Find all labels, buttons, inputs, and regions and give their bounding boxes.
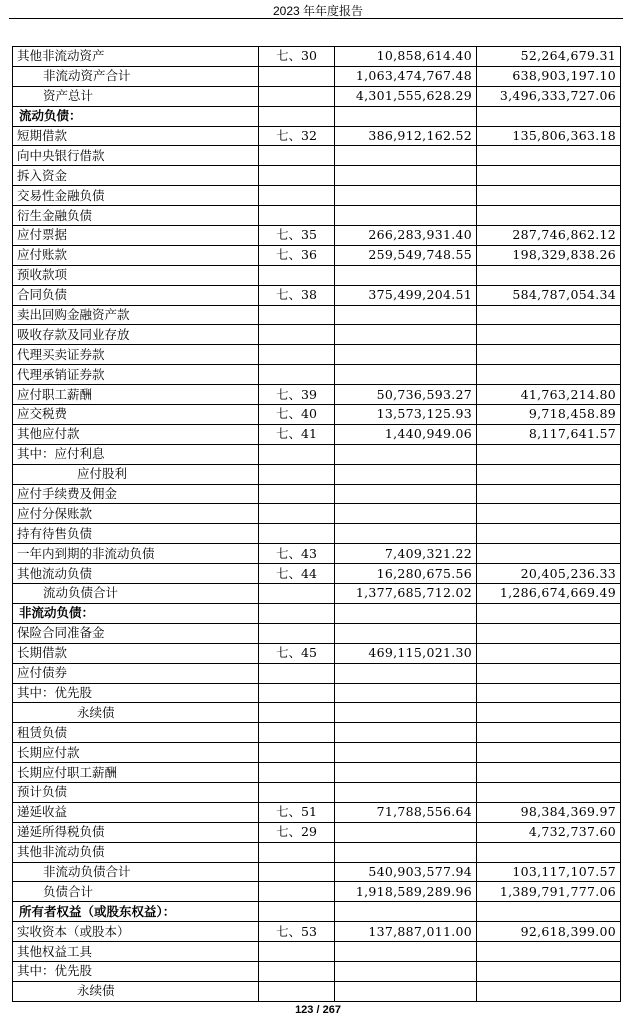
table-row [13,663,621,683]
prior-period-value [477,186,621,206]
note-ref [259,524,335,544]
line-item-label: 其中：优先股 [13,683,259,703]
table-row [13,464,621,484]
table-row [13,47,621,67]
line-item-label: 其中：应付利息 [13,444,259,464]
note-ref [259,902,335,922]
line-item-label: 合同负债 [13,285,259,305]
line-item-label: 短期借款 [13,126,259,146]
prior-period-value: 135,806,363.18 [477,126,621,146]
prior-period-value [477,146,621,166]
prior-period-value [477,464,621,484]
note-ref: 七、36 [259,245,335,265]
prior-period-value: 9,718,458.89 [477,405,621,425]
section-header-row [13,106,621,126]
prior-period-value [477,663,621,683]
line-item-label: 卖出回购金融资产款 [13,305,259,325]
line-item-label: 预收款项 [13,265,259,285]
table-row [13,484,621,504]
prior-period-value: 98,384,369.97 [477,802,621,822]
current-period-value: 469,115,021.30 [335,643,477,663]
table-row [13,444,621,464]
prior-period-value: 4,732,737.60 [477,822,621,842]
prior-period-value [477,623,621,643]
line-item-label: 其他权益工具 [13,942,259,962]
table-row [13,683,621,703]
line-item-label: 拆入资金 [13,166,259,186]
note-ref [259,584,335,604]
current-period-value: 16,280,675.56 [335,564,477,584]
note-ref: 七、35 [259,226,335,246]
note-ref [259,842,335,862]
prior-period-value [477,763,621,783]
balance-sheet-body [13,47,621,1002]
line-item-label: 负债合计 [13,882,259,902]
line-item-label: 应付票据 [13,226,259,246]
current-period-value [335,981,477,1001]
prior-period-value [477,305,621,325]
table-row [13,365,621,385]
line-item-label: 长期借款 [13,643,259,663]
note-ref [259,305,335,325]
note-ref [259,444,335,464]
line-item-label: 长期应付款 [13,743,259,763]
prior-period-value [477,524,621,544]
table-row [13,703,621,723]
table-row [13,226,621,246]
line-item-label: 递延所得税负债 [13,822,259,842]
current-period-value: 386,912,162.52 [335,126,477,146]
prior-period-value [477,504,621,524]
note-ref [259,345,335,365]
table-row [13,206,621,226]
current-period-value [335,822,477,842]
prior-period-value [477,603,621,623]
prior-period-value [477,544,621,564]
note-ref [259,882,335,902]
prior-period-value [477,782,621,802]
line-item-label: 非流动负债： [13,603,259,623]
current-period-value: 1,063,474,767.48 [335,66,477,86]
line-item-label: 应付账款 [13,245,259,265]
table-row [13,524,621,544]
line-item-label: 保险合同准备金 [13,623,259,643]
prior-period-value [477,365,621,385]
line-item-label: 永续债 [13,703,259,723]
prior-period-value [477,345,621,365]
table-row [13,265,621,285]
table-row [13,802,621,822]
table-row [13,981,621,1001]
current-period-value [335,842,477,862]
line-item-label: 一年内到期的非流动负债 [13,544,259,564]
note-ref [259,86,335,106]
header-rule [9,18,623,19]
table-row [13,186,621,206]
report-header: 2023 年年度报告 [272,4,364,18]
table-row [13,643,621,663]
prior-period-value [477,444,621,464]
table-row [13,822,621,842]
prior-period-value: 3,496,333,727.06 [477,86,621,106]
prior-period-value: 92,618,399.00 [477,922,621,942]
current-period-value [335,464,477,484]
note-ref [259,723,335,743]
note-ref [259,942,335,962]
prior-period-value [477,265,621,285]
note-ref: 七、29 [259,822,335,842]
table-row [13,942,621,962]
current-period-value [335,504,477,524]
prior-period-value: 287,746,862.12 [477,226,621,246]
note-ref [259,186,335,206]
current-period-value: 375,499,204.51 [335,285,477,305]
line-item-label: 其他应付款 [13,424,259,444]
line-item-label: 其中：优先股 [13,961,259,981]
note-ref [259,325,335,345]
current-period-value [335,265,477,285]
current-period-value [335,206,477,226]
table-row [13,922,621,942]
table-row [13,325,621,345]
prior-period-value [477,842,621,862]
total-row [13,882,621,902]
line-item-label: 非流动负债合计 [13,862,259,882]
page-number: 123 / 267 [295,1004,341,1016]
table-row [13,405,621,425]
note-ref [259,146,335,166]
current-period-value [335,683,477,703]
table-row [13,564,621,584]
note-ref: 七、53 [259,922,335,942]
note-ref [259,464,335,484]
current-period-value [335,186,477,206]
current-period-value [335,106,477,126]
line-item-label: 其他非流动资产 [13,47,259,67]
note-ref [259,603,335,623]
table-row [13,424,621,444]
line-item-label: 应付分保账款 [13,504,259,524]
table-row [13,385,621,405]
line-item-label: 永续债 [13,981,259,1001]
table-row [13,345,621,365]
current-period-value: 137,887,011.00 [335,922,477,942]
line-item-label: 持有待售负债 [13,524,259,544]
line-item-label: 所有者权益（或股东权益）： [13,902,259,922]
note-ref: 七、30 [259,47,335,67]
table-row [13,842,621,862]
prior-period-value [477,723,621,743]
line-item-label: 应付债券 [13,663,259,683]
current-period-value [335,325,477,345]
table-row [13,623,621,643]
current-period-value [335,345,477,365]
note-ref [259,365,335,385]
current-period-value [335,902,477,922]
table-row [13,166,621,186]
current-period-value: 1,918,589,289.96 [335,882,477,902]
line-item-label: 代理承销证券款 [13,365,259,385]
note-ref [259,683,335,703]
prior-period-value [477,743,621,763]
note-ref: 七、39 [259,385,335,405]
note-ref [259,663,335,683]
note-ref [259,763,335,783]
note-ref [259,265,335,285]
line-item-label: 其他流动负债 [13,564,259,584]
prior-period-value: 198,329,838.26 [477,245,621,265]
section-header-row [13,902,621,922]
table-row [13,782,621,802]
note-ref [259,623,335,643]
table-row [13,285,621,305]
line-item-label: 长期应付职工薪酬 [13,763,259,783]
note-ref [259,66,335,86]
prior-period-value [477,942,621,962]
total-row [13,66,621,86]
total-row [13,862,621,882]
balance-sheet-table [12,46,621,1002]
prior-period-value: 20,405,236.33 [477,564,621,584]
current-period-value [335,961,477,981]
table-row [13,961,621,981]
current-period-value [335,763,477,783]
section-header-row [13,603,621,623]
line-item-label: 应付职工薪酬 [13,385,259,405]
current-period-value: 71,788,556.64 [335,802,477,822]
note-ref: 七、41 [259,424,335,444]
current-period-value: 13,573,125.93 [335,405,477,425]
prior-period-value [477,484,621,504]
note-ref [259,106,335,126]
prior-period-value [477,166,621,186]
line-item-label: 向中央银行借款 [13,146,259,166]
current-period-value [335,663,477,683]
current-period-value [335,623,477,643]
table-row [13,146,621,166]
table-row [13,305,621,325]
current-period-value [335,782,477,802]
note-ref: 七、32 [259,126,335,146]
prior-period-value [477,981,621,1001]
prior-period-value: 52,264,679.31 [477,47,621,67]
line-item-label: 其他非流动负债 [13,842,259,862]
current-period-value [335,444,477,464]
note-ref [259,166,335,186]
current-period-value [335,524,477,544]
note-ref: 七、51 [259,802,335,822]
note-ref: 七、44 [259,564,335,584]
prior-period-value [477,683,621,703]
current-period-value: 4,301,555,628.29 [335,86,477,106]
note-ref: 七、38 [259,285,335,305]
prior-period-value [477,643,621,663]
prior-period-value: 1,389,791,777.06 [477,882,621,902]
prior-period-value [477,902,621,922]
table-row [13,763,621,783]
line-item-label: 应交税费 [13,405,259,425]
prior-period-value [477,106,621,126]
current-period-value: 10,858,614.40 [335,47,477,67]
current-period-value [335,703,477,723]
current-period-value [335,942,477,962]
current-period-value: 50,736,593.27 [335,385,477,405]
current-period-value [335,723,477,743]
note-ref [259,504,335,524]
prior-period-value [477,703,621,723]
note-ref: 七、45 [259,643,335,663]
current-period-value [335,743,477,763]
current-period-value: 259,549,748.55 [335,245,477,265]
prior-period-value: 8,117,641.57 [477,424,621,444]
prior-period-value: 1,286,674,669.49 [477,584,621,604]
total-row [13,86,621,106]
line-item-label: 应付股利 [13,464,259,484]
current-period-value: 266,283,931.40 [335,226,477,246]
current-period-value [335,603,477,623]
note-ref [259,782,335,802]
current-period-value: 1,377,685,712.02 [335,584,477,604]
note-ref [259,206,335,226]
prior-period-value [477,961,621,981]
current-period-value [335,166,477,186]
total-row [13,584,621,604]
prior-period-value [477,206,621,226]
line-item-label: 衍生金融负债 [13,206,259,226]
current-period-value [335,146,477,166]
note-ref [259,703,335,723]
note-ref [259,743,335,763]
line-item-label: 流动负债： [13,106,259,126]
line-item-label: 非流动资产合计 [13,66,259,86]
note-ref [259,484,335,504]
note-ref [259,981,335,1001]
line-item-label: 吸收存款及同业存放 [13,325,259,345]
line-item-label: 租赁负债 [13,723,259,743]
line-item-label: 递延收益 [13,802,259,822]
table-row [13,723,621,743]
current-period-value [335,365,477,385]
line-item-label: 预计负债 [13,782,259,802]
table-row [13,126,621,146]
line-item-label: 流动负债合计 [13,584,259,604]
line-item-label: 实收资本（或股本） [13,922,259,942]
current-period-value: 7,409,321.22 [335,544,477,564]
current-period-value: 540,903,577.94 [335,862,477,882]
table-row [13,544,621,564]
prior-period-value: 103,117,107.57 [477,862,621,882]
line-item-label: 交易性金融负债 [13,186,259,206]
prior-period-value: 638,903,197.10 [477,66,621,86]
table-row [13,245,621,265]
current-period-value [335,305,477,325]
table-row [13,504,621,524]
note-ref: 七、40 [259,405,335,425]
note-ref: 七、43 [259,544,335,564]
line-item-label: 应付手续费及佣金 [13,484,259,504]
note-ref [259,862,335,882]
current-period-value: 1,440,949.06 [335,424,477,444]
prior-period-value [477,325,621,345]
current-period-value [335,484,477,504]
table-row [13,743,621,763]
line-item-label: 代理买卖证券款 [13,345,259,365]
prior-period-value: 584,787,054.34 [477,285,621,305]
prior-period-value: 41,763,214.80 [477,385,621,405]
line-item-label: 资产总计 [13,86,259,106]
note-ref [259,961,335,981]
